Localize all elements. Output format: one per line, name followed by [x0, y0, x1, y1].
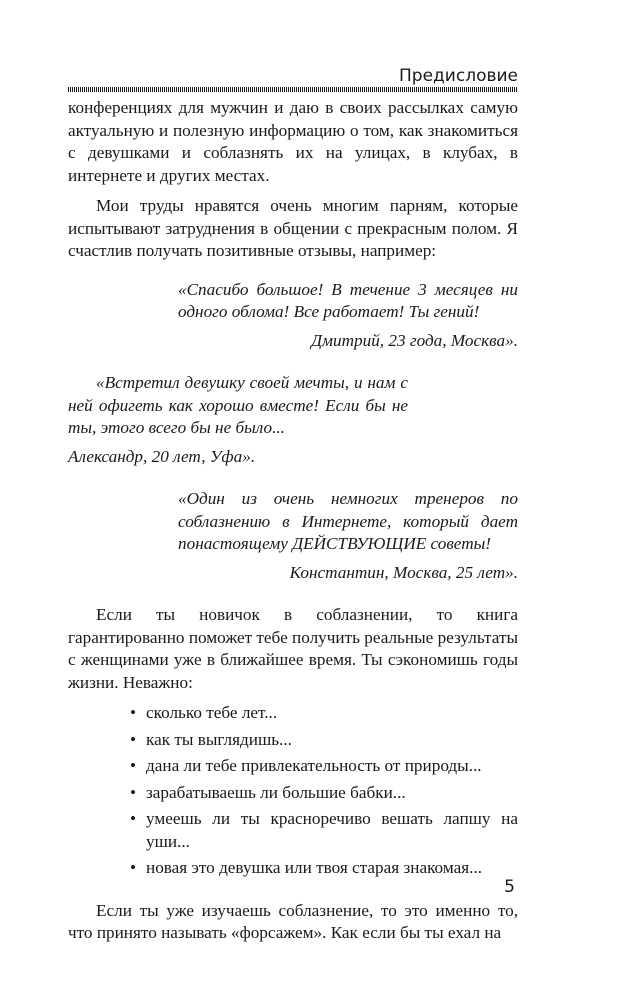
- paragraph-4: Если ты уже изучаешь соблазнение, то это именно то, что принято называть «форсажем». Как если бы ты ехал на: [68, 900, 518, 942]
- bullet-icon: •: [130, 858, 137, 877]
- page-body: [68, 97, 518, 945]
- bullet-icon: •: [130, 729, 137, 749]
- bullet-icon: •: [130, 756, 137, 775]
- bullet-icon: •: [130, 809, 137, 828]
- page-number: 5: [504, 877, 515, 897]
- running-header-title: Предисловие: [399, 66, 518, 86]
- paragraph-1: конференциях для мужчин и даю в своих рассылках самую актуальную и полезную информацию о том, как знакомиться с девушками и соблазнять их на улицах, в клубах, в интернете и других местах.: [68, 98, 518, 185]
- quote-3: [68, 488, 518, 584]
- bullet-icon: •: [130, 703, 137, 722]
- quote-3-author: Константин, Москва, 25 лет».: [289, 562, 518, 582]
- bullet-list: [68, 702, 518, 880]
- header-rule: [68, 87, 518, 92]
- list-item: • умеешь ли ты красноречиво вешать лапшу на уши...: [130, 809, 518, 851]
- quote-3-text: «Один из очень немногих тренеров по соблазнению в Интернете, который дает понастоящему ДЕЙСТВУЮЩИЕ советы!: [178, 489, 518, 553]
- quote-2-author: Александр, 20 лет, Уфа».: [68, 446, 256, 466]
- paragraph-3: Если ты новичок в соблазнении, то книга гарантированно поможет тебе получить реальные результаты с женщинами уже в ближайшее время. Ты сэкономишь годы жизни. Неважно:: [68, 605, 518, 692]
- quote-2-text: «Встретил девушку своей мечты, и нам с ней офигеть как хорошо вместе! Если бы не ты, этого всего бы не было...: [68, 373, 408, 437]
- quote-2: [68, 372, 518, 468]
- list-item: • дана ли тебе привлекательность от природы...: [130, 755, 518, 778]
- quote-1: [68, 279, 518, 353]
- quote-1-text: «Спасибо большое! В течение 3 месяцев ни одного облома! Все работает! Ты гений!: [178, 279, 518, 321]
- list-item: • как ты выглядишь...: [130, 729, 518, 752]
- list-item: • зарабатываешь ли большие бабки...: [130, 782, 518, 805]
- list-item: • сколько тебе лет...: [130, 702, 518, 725]
- bullet-icon: •: [130, 782, 137, 802]
- list-item: • новая это девушка или твоя старая знакомая...: [130, 857, 518, 880]
- paragraph-2: Мои труды нравятся очень многим парням, которые испытывают затруднения в общении с прекрасным полом. Я счастлив получать позитивные отзывы, например:: [68, 196, 518, 260]
- quote-1-author: Дмитрий, 23 года, Москва».: [311, 330, 518, 350]
